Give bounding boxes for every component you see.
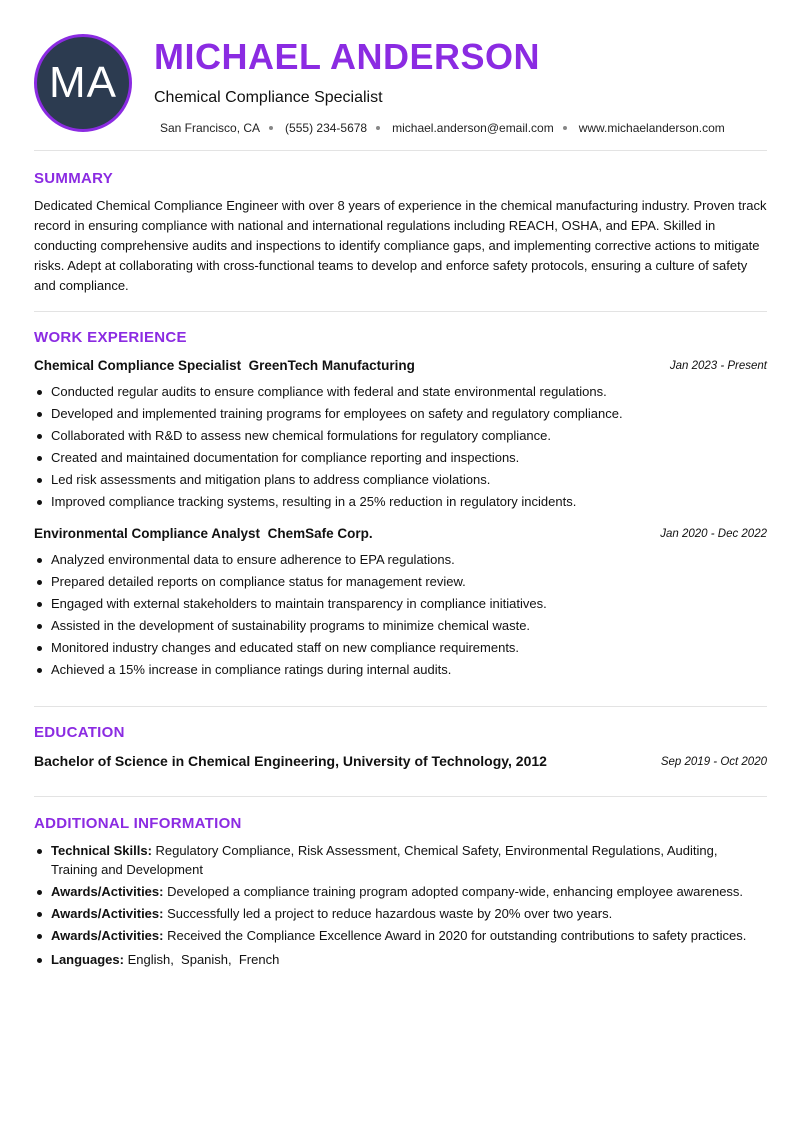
item-text: Developed a compliance training program adopted company-wide, enhancing employee awareness. [163, 884, 744, 899]
list-item [34, 926, 767, 945]
contact-website[interactable]: www.michaelanderson.com [578, 121, 725, 135]
contact-phone: (555) 234-5678 [285, 121, 368, 135]
item-text: Successfully led a project to reduce hazardous waste by 20% over two years. [163, 906, 613, 921]
contact-location: San Francisco, CA [160, 121, 261, 135]
candidate-title: Chemical Compliance Specialist [154, 89, 383, 106]
list-item: Conducted regular audits to ensure compliance with federal and state environmental regulations. [34, 381, 767, 403]
job-company: ChemSafe Corp. [267, 526, 373, 541]
additional-info-heading: ADDITIONAL INFORMATION [34, 815, 242, 832]
separator-dot [376, 126, 380, 130]
summary-heading: SUMMARY [34, 170, 114, 187]
education-entry [34, 753, 767, 771]
section-divider [34, 311, 767, 312]
resume-header [34, 34, 767, 138]
section-divider [34, 796, 767, 797]
list-item [34, 841, 767, 879]
job-dates: Jan 2023 - Present [669, 360, 767, 372]
separator-dot [563, 126, 567, 130]
list-item: Engaged with external stakeholders to maintain transparency in compliance initiatives. [34, 593, 767, 615]
summary-text: Dedicated Chemical Compliance Engineer with over 8 years of experience in the chemical manufacturing industry. Proven track record in ensuring compliance with national and international regulations including REACH, OSHA, and EPA. Skilled in conducting comprehensive audits and inspections to identify compliance gaps, and implementing corrective actions to mitigate risks. Adept at collaborating with cross-functional teams to develop and enforce safety protocols, ensuring a culture of safety and compliance. [34, 198, 767, 293]
education-dates: Sep 2019 - Oct 2020 [660, 756, 767, 768]
education-heading: EDUCATION [34, 724, 125, 741]
job-role: Environmental Compliance Analyst [34, 526, 261, 541]
job-role: Chemical Compliance Specialist [34, 358, 242, 373]
job-title-company [34, 526, 373, 541]
contact-line [160, 121, 725, 135]
list-item: Analyzed environmental data to ensure adherence to EPA regulations. [34, 549, 767, 571]
list-item: Prepared detailed reports on compliance status for management review. [34, 571, 767, 593]
job-bullets [34, 549, 767, 681]
item-text: English, Spanish, French [123, 952, 280, 967]
job-header [34, 526, 767, 544]
list-item [34, 950, 767, 969]
list-item [34, 904, 767, 923]
item-label: Technical Skills: [51, 843, 152, 858]
list-item: Created and maintained documentation for compliance reporting and inspections. [34, 447, 767, 469]
item-text: Regulatory Compliance, Risk Assessment, Chemical Safety, Environmental Regulations, Auditing, Training and Development [51, 843, 718, 877]
job-company: GreenTech Manufacturing [248, 358, 415, 373]
job-title-company [34, 358, 415, 373]
separator-dot [269, 126, 273, 130]
job-dates: Jan 2020 - Dec 2022 [660, 528, 767, 540]
item-label: Awards/Activities: [51, 884, 164, 899]
list-item: Collaborated with R&D to assess new chemical formulations for regulatory compliance. [34, 425, 767, 447]
item-label: Languages: [51, 952, 124, 967]
list-item: Monitored industry changes and educated staff on new compliance requirements. [34, 637, 767, 659]
list-item: Developed and implemented training programs for employees on safety and regulatory compliance. [34, 403, 767, 425]
list-item [34, 882, 767, 901]
job-header [34, 358, 767, 376]
list-item: Improved compliance tracking systems, resulting in a 25% reduction in regulatory incidents. [34, 491, 767, 513]
job-bullets [34, 381, 767, 513]
list-item: Assisted in the development of sustainability programs to minimize chemical waste. [34, 615, 767, 637]
avatar: MA [34, 34, 132, 132]
degree: Bachelor of Science in Chemical Engineering, University of Technology, 2012 [34, 753, 547, 769]
candidate-name: MICHAEL ANDERSON [154, 36, 541, 77]
item-label: Awards/Activities: [51, 928, 164, 943]
item-text: Received the Compliance Excellence Award in 2020 for outstanding contributions to safety practices. [163, 928, 747, 943]
section-divider [34, 150, 767, 151]
item-label: Awards/Activities: [51, 906, 164, 921]
list-item: Achieved a 15% increase in compliance ratings during internal audits. [34, 659, 767, 681]
work-experience-heading: WORK EXPERIENCE [34, 329, 187, 346]
list-item: Led risk assessments and mitigation plans to address compliance violations. [34, 469, 767, 491]
additional-info-list [34, 841, 767, 972]
contact-email[interactable]: michael.anderson@email.com [392, 121, 554, 135]
section-divider [34, 706, 767, 707]
